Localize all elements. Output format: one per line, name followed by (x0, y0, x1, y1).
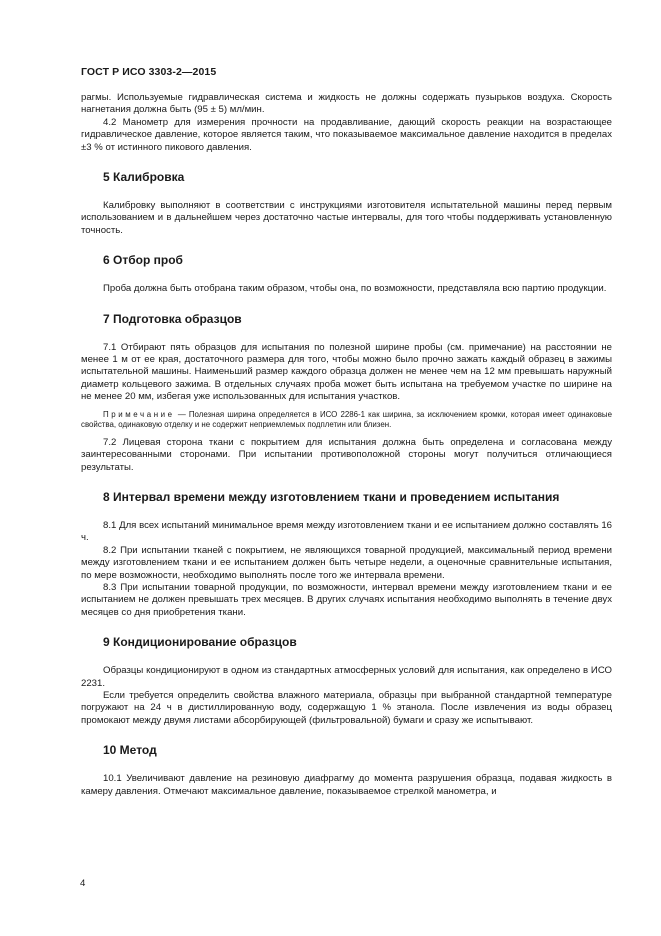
section-10-heading: 10 Метод (103, 743, 157, 758)
paragraph-10-1: 10.1 Увеличивают давление на резиновую диафрагму до момента разрушения образца, подавая жидкость в камеру давления. Отмечают максимальное давление, показываемое стрелкой манометра, и (81, 773, 612, 797)
section-7-heading: 7 Подготовка образцов (103, 311, 242, 326)
paragraph-9-1: Образцы кондиционируют в одном из стандартных атмосферных условий для испытания, как определено в ИСО 2231. (81, 665, 612, 689)
section-5-heading: 5 Калибровка (103, 170, 185, 185)
section-6-heading: 6 Отбор проб (103, 253, 183, 268)
paragraph-7-2: 7.2 Лицевая сторона ткани с покрытием для испытания должна быть определена и согласована между заинтересованными сторонами. При испытании противоположной стороны могут получиться отличающиеся результаты. (81, 436, 612, 473)
note-7 (81, 410, 612, 431)
section-8-heading: 8 Интервал времени между изготовлением ткани и проведением испытания (103, 489, 560, 504)
document-header: ГОСТ Р ИСО 3303-2—2015 (81, 66, 217, 78)
paragraph-8-3: 8.3 При испытании товарной продукции, по возможности, интервал времени между изготовлением ткани и ее испытанием не должен превышать трех месяцев. В других случаях испытания необходимо выполнять в течение двух месяцев со дня приобретения ткани. (81, 581, 612, 618)
section-9-heading: 9 Кондиционирование образцов (103, 635, 297, 650)
paragraph-5: Калибровку выполняют в соответствии с инструкциями изготовителя испытательной машины перед первым использованием и в дальнейшем через достаточно частые интервалы, для того чтобы поддерживать установленную точность. (81, 200, 612, 236)
document-body (81, 92, 612, 798)
paragraph-4-2: 4.2 Манометр для измерения прочности на продавливание, дающий скорость реакции на возрастающее гидравлическое давление, которое является таким, что показываемое максимальное давление находится в пределах ±3 % от истинного пикового давления. (81, 116, 612, 153)
paragraph-7-1: 7.1 Отбирают пять образцов для испытания по полезной ширине пробы (см. примечание) на расстоянии не менее 1 м от ее края, достаточного размера для того, чтобы можно было прочно зажать каждый образец в зажимы испытательной машины. Наименьший размер каждого образца должен не менее чем на 12 мм превышать наружный диаметр кольцевого зажима. В отдельных случаях проба может быть испытана на требуемом участке по ширине на не менее 20 мм, избегая уже использованных для испытания участков. (81, 341, 612, 403)
paragraph-9-2: Если требуется определить свойства влажного материала, образцы при выбранной стандартной температуре погружают на 24 ч в дистиллированную воду, содержащую 1 % этанола. После извлечения из воды образец промокают между двумя листами абсорбирующей (фильтровальной) бумаги и сразу же испытывают. (81, 689, 612, 726)
page-number: 4 (80, 878, 86, 889)
note-text: — Полезная ширина определяется в ИСО 2286-1 как ширина, за исключением кромки, которая имеет одинаковые свойства, одинаковую отделку и не содержит неприемлемых подплетин или близен. (81, 409, 612, 430)
note-label: Примечание (103, 409, 175, 419)
paragraph-continuation: рагмы. Используемые гидравлическая система и жидкость не должны содержать пузырьков воздуха. Скорость нагнетания должна быть (95 ± 5) мл/мин. (81, 92, 612, 116)
paragraph-6: Проба должна быть отобрана таким образом, чтобы она, по возможности, представляла всю партию продукции. (103, 283, 607, 295)
paragraph-8-2: 8.2 При испытании тканей с покрытием, не являющихся товарной продукцией, максимальный период времени между изготовлением ткани и ее испытанием должен быть четыре недели, а оценочные сравнительные испытания, по мере возможности, необходимо выполнять после того же интервала времени. (81, 544, 612, 581)
paragraph-8-1: 8.1 Для всех испытаний минимальное время между изготовлением ткани и ее испытанием должно составлять 16 ч. (81, 519, 612, 544)
